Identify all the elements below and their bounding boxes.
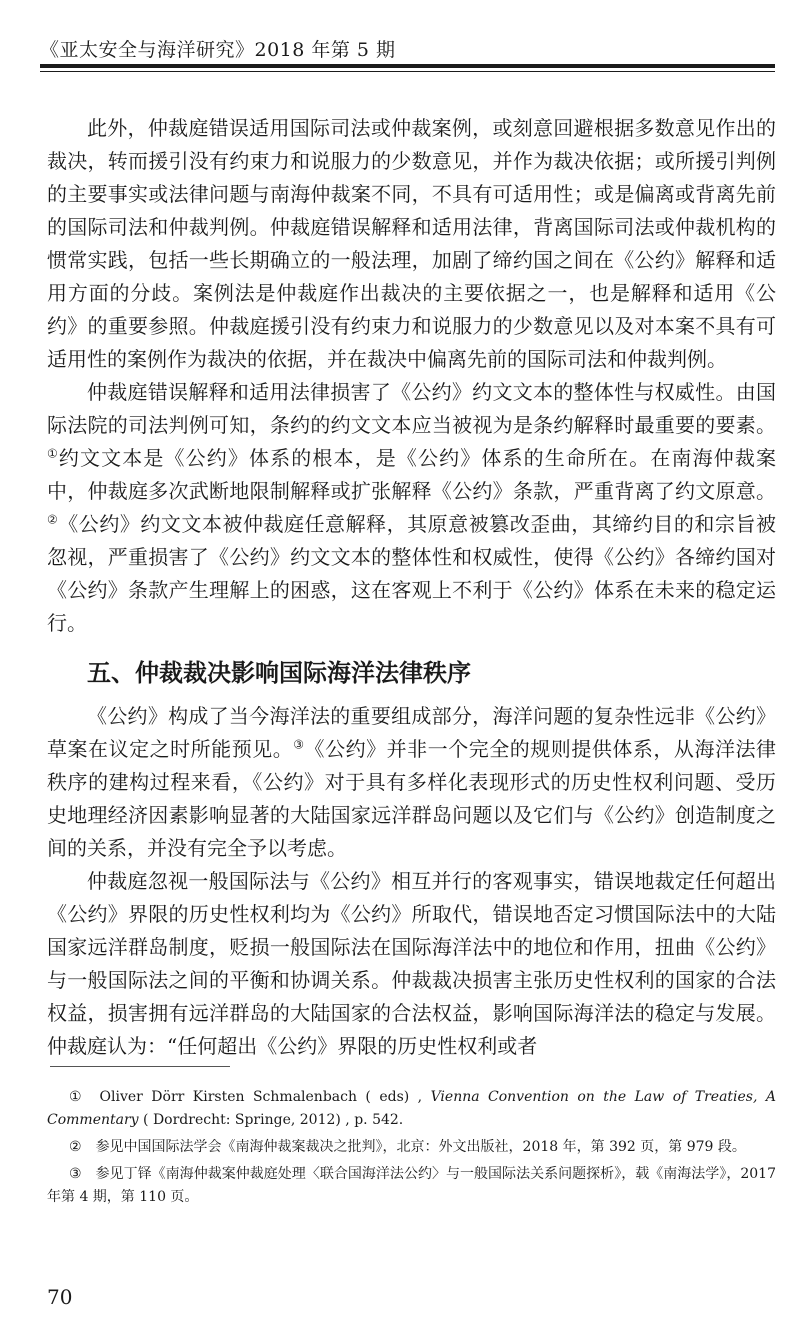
footnote-2 (47, 1136, 776, 1159)
footnote-ref-2: ② (47, 512, 59, 527)
footnotes (47, 1086, 776, 1213)
footnote-1-text-b: ( Dordrecht: Springe, 2012) , p. 542. (138, 1112, 404, 1128)
footnote-1-mark: ① (69, 1089, 86, 1105)
footnote-3 (47, 1163, 776, 1209)
running-header: 《亚太安全与海洋研究》2018 年第 5 期 (40, 39, 396, 61)
footnote-separator (50, 1066, 230, 1067)
header-rule-thin (40, 71, 775, 72)
paragraph-1: 此外，仲裁庭错误适用国际司法或仲裁案例，或刻意回避根据多数意见作出的裁决，转而援引没有约束力和说服力的少数意见，并作为裁决依据；或所援引判例的主要事实或法律问题与南海仲裁案不同，不具有可适用性；或是偏离或背离先前的国际司法和仲裁判例。仲裁庭错误解释和适用法律，背离国际司法或仲裁机构的惯常实践，包括一些长期确立的一般法理，加剧了缔约国之间在《公约》解释和适用方面的分歧。案例法是仲裁庭作出裁决的主要依据之一，也是解释和适用《公约》的重要参照。仲裁庭援引没有约束力和说服力的少数意见以及对本案不具有可适用性的案例作为裁决的依据，并在裁决中偏离先前的国际司法和仲裁判例。 (47, 116, 776, 371)
footnote-1-text-a: Oliver Dörr Kirsten Schmalenbach ( eds) , (99, 1089, 431, 1105)
footnote-1-title: Vienna Convention on the Law of Treaties, A Commentary (47, 1089, 776, 1128)
paragraph-3 (47, 700, 776, 865)
footnote-2-text: 参见中国国际法学会《南海仲裁案裁决之批判》，北京：外文出版社，2018 年，第 392 页，第 979 段。 (95, 1139, 746, 1155)
page-number: 70 (47, 1285, 73, 1309)
paragraph-2 (47, 376, 776, 640)
paragraph-3-part-b: 《公约》并非一个完全的规则提供体系，从海洋法律秩序的建构过程来看，《公约》对于具有多样化表现形式的历史性权利问题、受历史地理经济因素影响显著的大陆国家远洋群岛问题以及它们与《公约》创造制度之间的关系，并没有完全予以考虑。 (47, 737, 777, 860)
paragraph-3-part-a: 《公约》构成了当今海洋法的重要组成部分，海洋问题的复杂性远非《公约》草案在议定之时所能预见。 (47, 704, 776, 761)
paragraph-4: 仲裁庭忽视一般国际法与《公约》相互并行的客观事实，错误地裁定任何超出《公约》界限的历史性权利均为《公约》所取代，错误地否定习惯国际法中的大陆国家远洋群岛制度，贬损一般国际法在国际海洋法中的地位和作用，扭曲《公约》与一般国际法之间的平衡和协调关系。仲裁裁决损害主张历史性权利的国家的合法权益，损害拥有远洋群岛的大陆国家的合法权益，影响国际海洋法的稳定与发展。仲裁庭认为：“任何超出《公约》界限的历史性权利或者 (47, 869, 776, 1058)
footnote-ref-1: ① (47, 446, 59, 461)
footnote-1 (47, 1086, 776, 1132)
footnote-3-mark: ③ (69, 1166, 82, 1182)
paragraph-2-part-a: 仲裁庭错误解释和适用法律损害了《公约》约文文本的整体性与权威性。由国际法院的司法判例可知，条约的约文文本应当被视为是条约解释时最重要的要素。 (47, 380, 776, 437)
paragraph-2-part-b: 约文文本是《公约》体系的根本，是《公约》体系的生命所在。在南海仲裁案中，仲裁庭多次武断地限制解释或扩张解释《公约》条款，严重背离了约文原意。 (47, 446, 776, 503)
main-text (47, 112, 776, 1063)
footnote-ref-3: ③ (293, 737, 305, 752)
footnote-2-mark: ② (69, 1139, 82, 1155)
header-rule-thick (40, 64, 775, 68)
paragraph-2-part-c: 《公约》约文文本被仲裁庭任意解释，其原意被篡改歪曲，其缔约目的和宗旨被忽视，严重损害了《公约》约文文本的整体性和权威性，使得《公约》各缔约国对《公约》条款产生理解上的困惑，这在客观上不利于《公约》体系在未来的稳定运行。 (47, 512, 776, 635)
footnote-3-text: 参见丁铎《南海仲裁案仲裁庭处理〈联合国海洋法公约〉与一般国际法关系问题探析》，载《南海法学》，2017 年第 4 期，第 110 页。 (47, 1166, 776, 1205)
section-heading: 五、仲裁裁决影响国际海洋法律秩序 (87, 659, 471, 687)
